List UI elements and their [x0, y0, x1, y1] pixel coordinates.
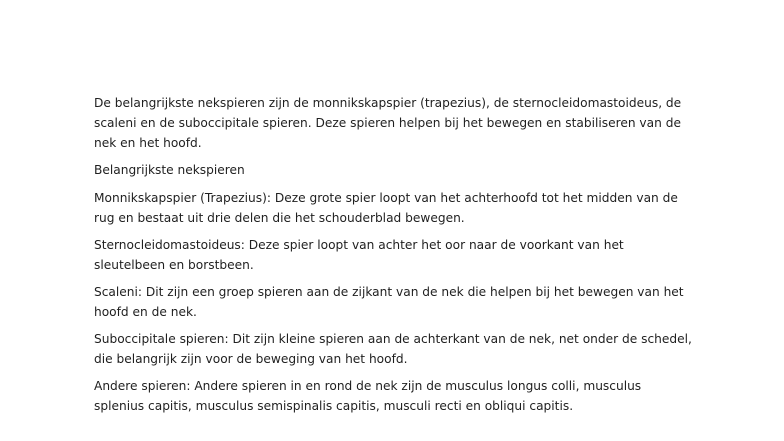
- paragraph-suboccipitale: Suboccipitale spieren: Dit zijn kleine spieren aan de achterkant van de nek, net onder de schedel, die belangrijk zijn voor de beweging van het hoofd.: [94, 332, 692, 366]
- section-heading: Belangrijkste nekspieren: [94, 163, 245, 177]
- intro-paragraph: De belangrijkste nekspieren zijn de monnikskapspier (trapezius), de sternocleidomastoideus, de scaleni en de suboccipitale spieren. Deze spieren helpen bij het bewegen en stabiliseren van de nek en het hoofd.: [94, 96, 682, 150]
- paragraph-scaleni: Scaleni: Dit zijn een groep spieren aan de zijkant van de nek die helpen bij het bewegen van het hoofd en de nek.: [94, 285, 684, 319]
- paragraph-trapezius: Monnikskapspier (Trapezius): Deze grote spier loopt van het achterhoofd tot het midden van de rug en bestaat uit drie delen die het schouderblad bewegen.: [94, 191, 678, 225]
- document-body: [94, 93, 694, 423]
- paragraph-andere-spieren: Andere spieren: Andere spieren in en rond de nek zijn de musculus longus colli, musculus splenius capitis, musculus semispinalis capitis, musculi recti en obliqui capitis.: [94, 379, 642, 413]
- paragraph-sternocleidomastoideus: Sternocleidomastoideus: Deze spier loopt van achter het oor naar de voorkant van het sleutelbeen en borstbeen.: [94, 238, 624, 272]
